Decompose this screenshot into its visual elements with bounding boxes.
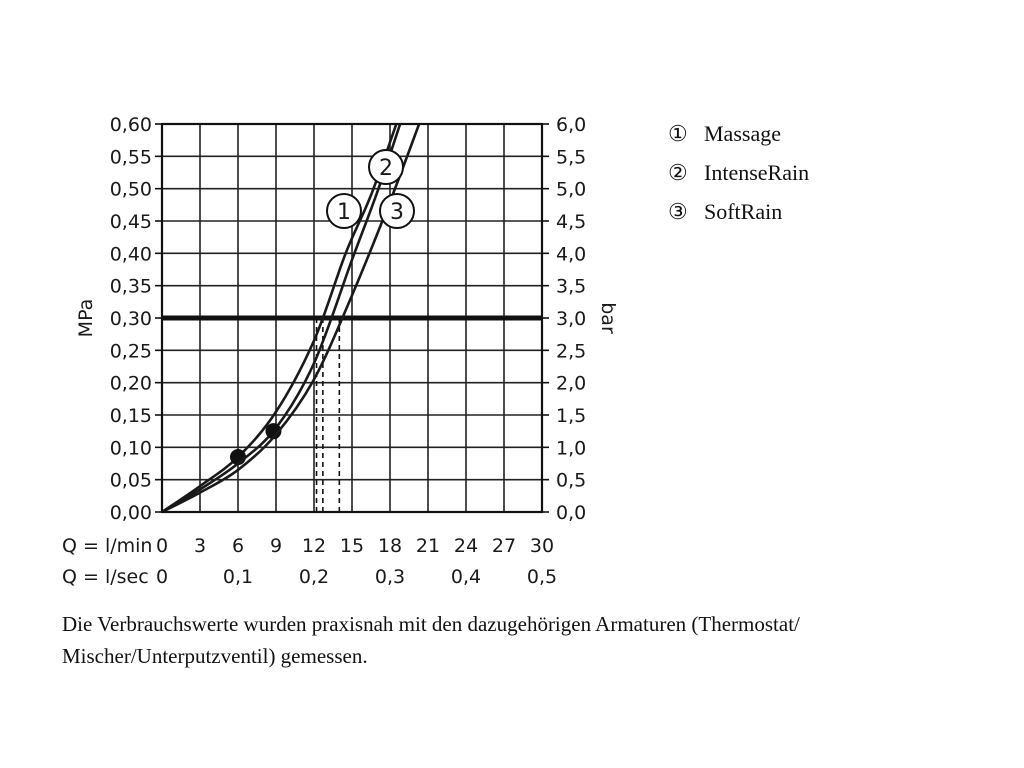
legend-symbol: ③ (668, 199, 688, 224)
y-left-tick-label: 0,35 (109, 275, 152, 298)
note-line-2: Mischer/Unterputzventil) gemessen. (62, 644, 368, 668)
legend-symbol: ② (668, 160, 688, 185)
x-lmin-axis-label: Q = l/min (62, 535, 153, 557)
y-left-tick-label: 0,45 (109, 211, 152, 233)
x-lmin-tick-label: 15 (339, 535, 365, 557)
legend (668, 121, 809, 224)
y-left-tick-label: 0,20 (109, 372, 152, 395)
y-right-tick-label: 3,0 (556, 308, 587, 330)
y-left-tick-label: 0,25 (109, 340, 152, 363)
x-lsec-axis-label: Q = l/sec (62, 566, 149, 588)
legend-symbol: ① (668, 121, 688, 146)
y-left-tick-label: 0,10 (109, 437, 152, 460)
y-left-tick-label: 0,55 (109, 146, 152, 169)
y-right-tick-label: 0,0 (556, 502, 587, 524)
x-lmin-tick-label: 30 (529, 535, 555, 557)
y-right-tick-label: 1,0 (556, 437, 587, 460)
x-lmin-tick-label: 12 (301, 535, 327, 557)
curve-marker-label: 3 (390, 200, 404, 225)
y-right-tick-label: 2,0 (556, 372, 587, 395)
y-left-tick-label: 0,15 (109, 405, 152, 427)
y-right-tick-label: 2,5 (556, 340, 587, 363)
x-lmin-tick-label: 27 (491, 535, 517, 557)
x-lmin-tick-label: 21 (415, 535, 441, 557)
x-lsec-tick-label: 0,3 (374, 566, 406, 588)
x-lsec-tick-label: 0,4 (450, 566, 482, 588)
note-line-1: Die Verbrauchswerte wurden praxisnah mit den dazugehörigen Armaturen (Thermostat/ (62, 612, 800, 636)
y-right-tick-label: 3,5 (556, 275, 587, 298)
curve-marker-label: 1 (337, 200, 351, 225)
legend-label-intenserain: IntenseRain (704, 160, 810, 185)
x-lmin-tick-label: 6 (231, 535, 245, 557)
x-lsec-tick-label: 0 (155, 566, 169, 588)
x-lmin-tick-label: 18 (377, 535, 403, 557)
y-right-tick-label: 5,5 (556, 146, 587, 169)
curve-marker-label: 2 (379, 156, 393, 181)
y-right-tick-label: 4,0 (556, 243, 587, 266)
y-left-tick-label: 0,40 (109, 243, 152, 266)
y-right-axis-label: bar (597, 302, 619, 334)
x-lmin-tick-label: 0 (155, 535, 169, 557)
legend-label-softrain: SoftRain (704, 199, 783, 224)
y-right-tick-label: 5,0 (556, 178, 587, 201)
x-lmin-tick-label: 9 (269, 535, 283, 557)
measurement-note (62, 608, 962, 672)
x-lsec-tick-label: 0,5 (526, 566, 558, 588)
y-left-tick-label: 0,00 (109, 502, 152, 524)
y-left-tick-label: 0,50 (109, 178, 152, 201)
x-lmin-tick-label: 3 (193, 535, 207, 557)
x-lsec-tick-label: 0,1 (222, 566, 254, 588)
y-left-tick-label: 0,60 (109, 114, 152, 136)
y-left-tick-label: 0,05 (109, 469, 152, 492)
x-lsec-tick-label: 0,2 (298, 566, 330, 588)
y-right-tick-label: 6,0 (556, 114, 587, 136)
y-right-tick-label: 4,5 (556, 211, 587, 233)
y-right-tick-label: 1,5 (556, 405, 587, 427)
x-lmin-tick-label: 24 (453, 535, 479, 557)
y-left-axis-label: MPa (75, 298, 97, 338)
y-left-tick-label: 0,30 (109, 308, 152, 330)
legend-label-massage: Massage (704, 121, 781, 146)
y-right-tick-label: 0,5 (556, 469, 587, 492)
